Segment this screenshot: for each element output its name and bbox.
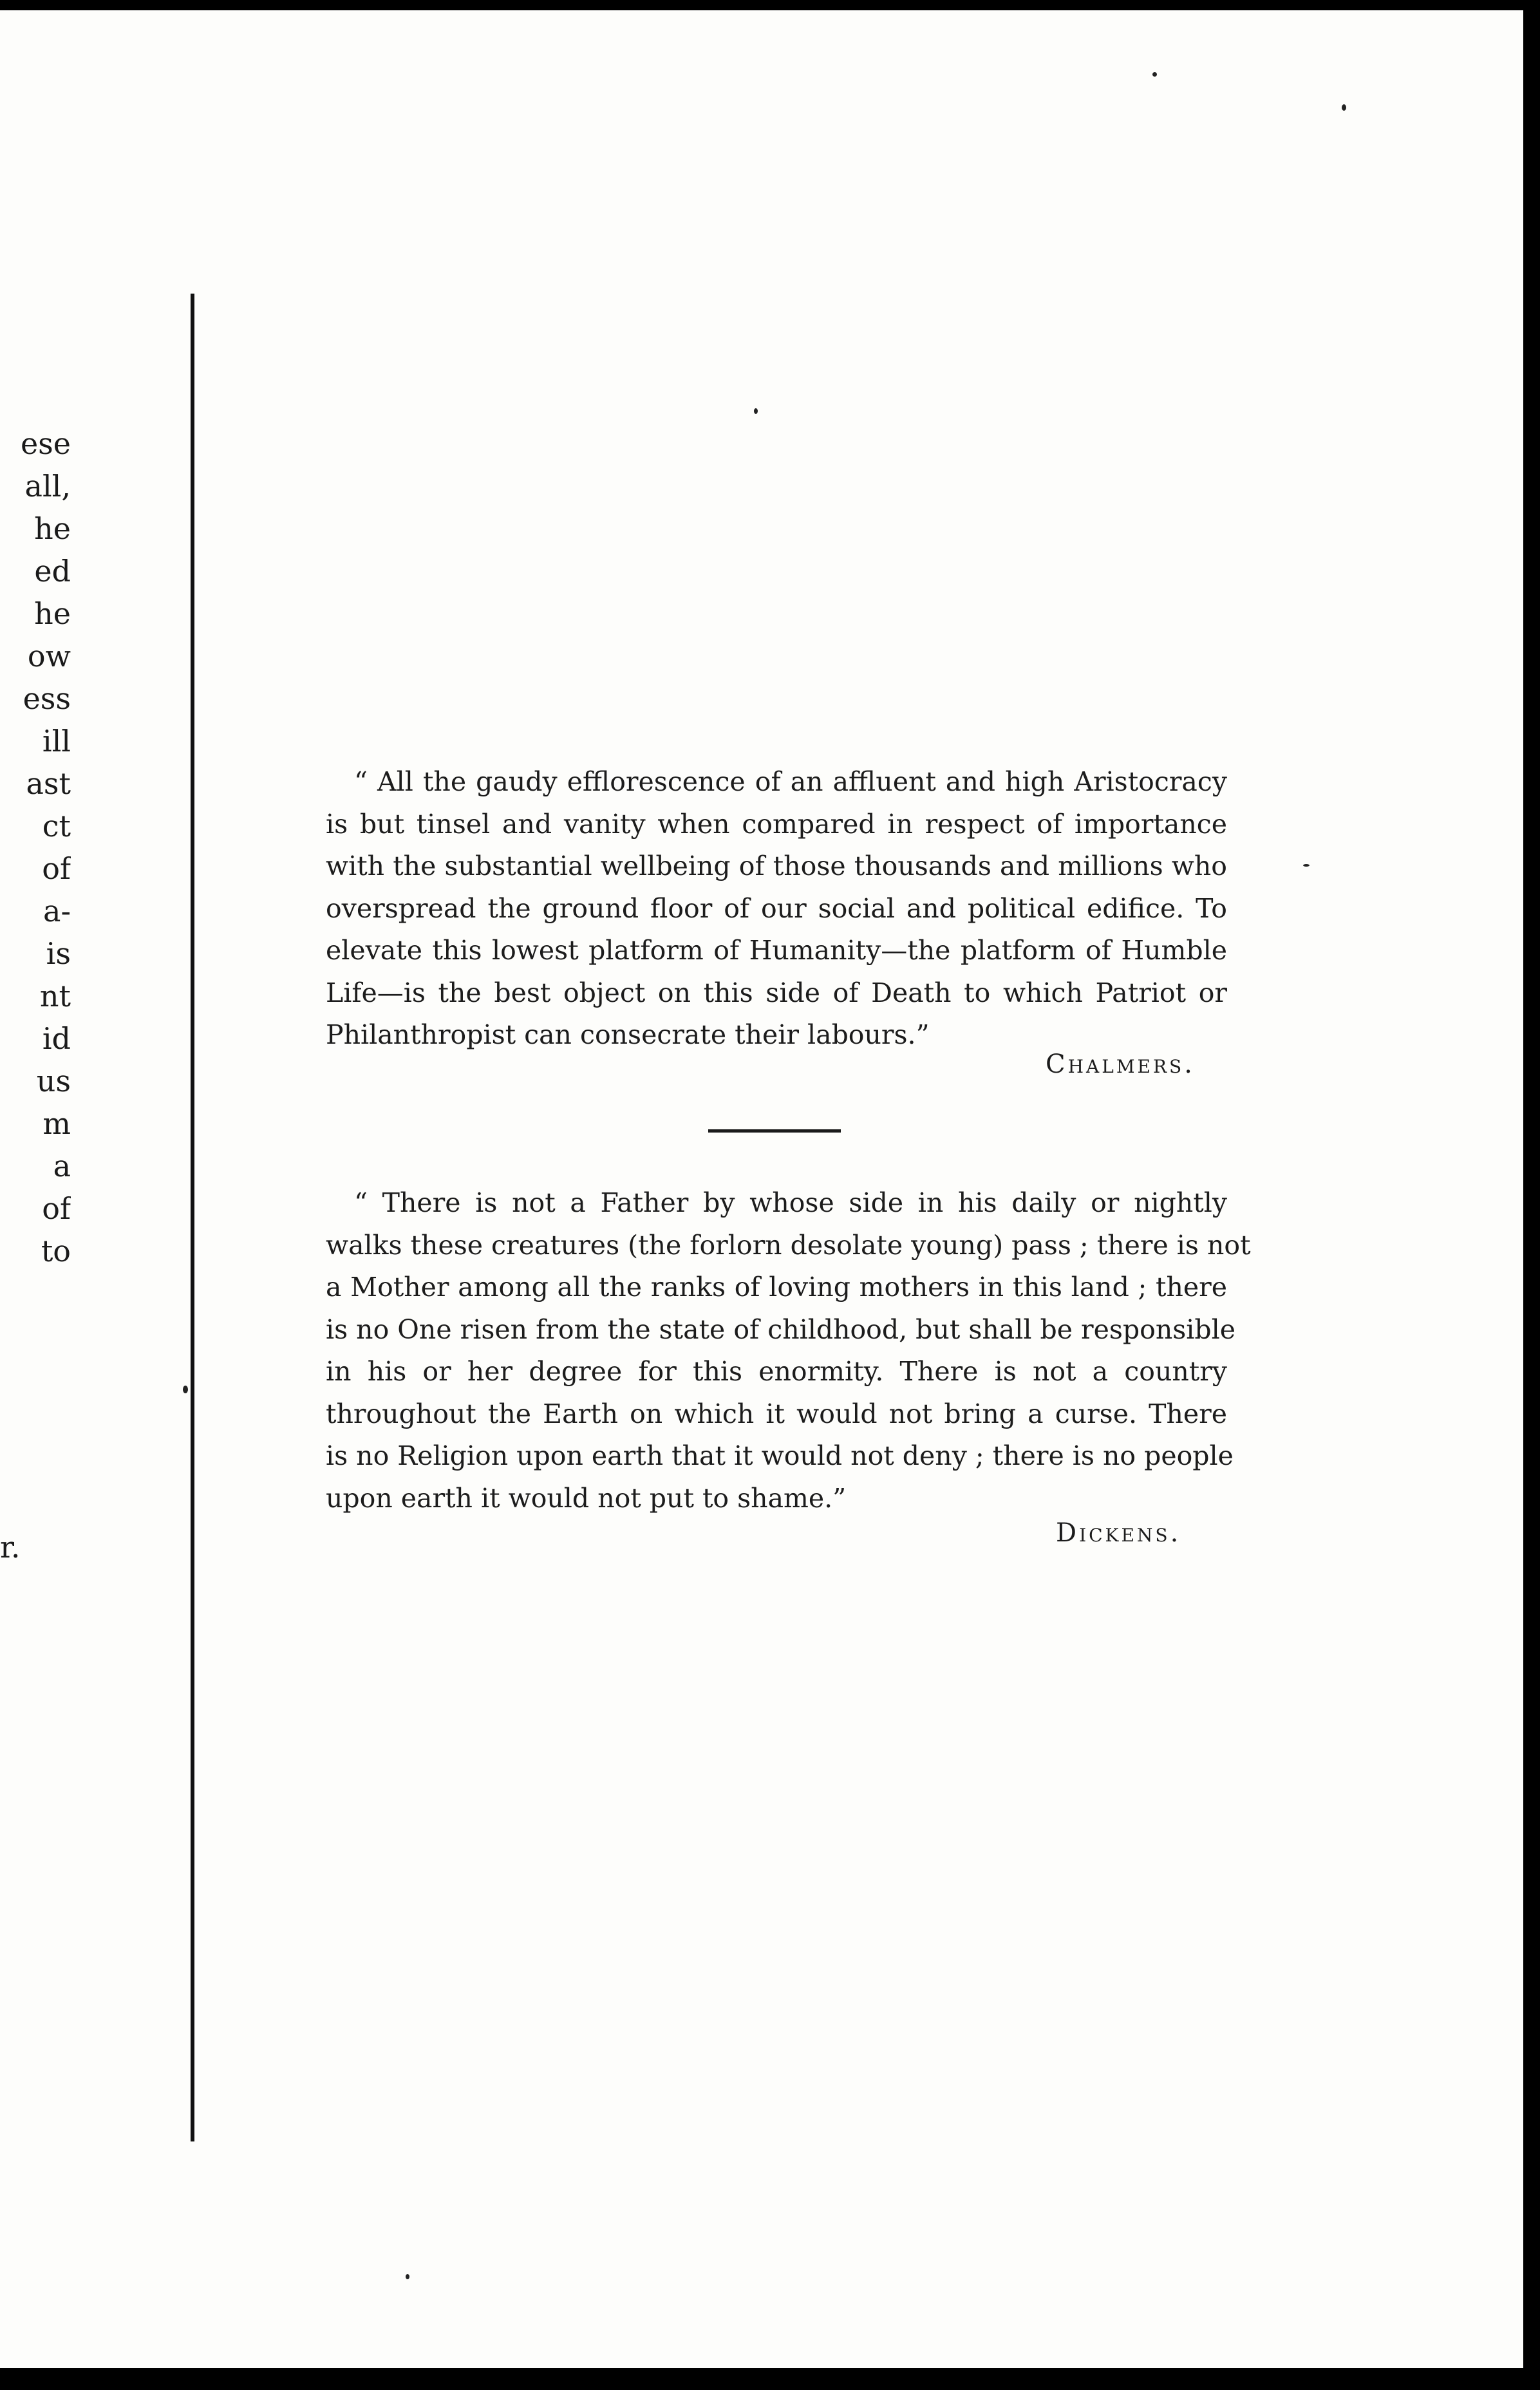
- chalmers-attribution: Chalmers.: [1046, 1049, 1195, 1079]
- margin-fragment: all,: [24, 469, 71, 503]
- margin-fragment: ess: [23, 681, 71, 716]
- margin-fragment: a-: [43, 894, 71, 928]
- margin-fragment: of: [42, 851, 71, 886]
- quote-line: with the substantial wellbeing of those thousands and millions who: [326, 851, 1227, 881]
- quote-line: overspread the ground floor of our social and political edifice. To: [326, 892, 1227, 924]
- paper-sheet: [0, 10, 1523, 2368]
- margin-fragment: a: [53, 1149, 71, 1183]
- margin-fragment: us: [36, 1064, 71, 1098]
- margin-fragment: ese: [20, 426, 71, 461]
- dickens-quote: [326, 1182, 1251, 1520]
- quote-line: “ All the gaudy efflorescence of an affluent and high Aristocracy: [354, 766, 1227, 797]
- facing-page-margin-text: [0, 422, 71, 1272]
- margin-fragment: is: [46, 936, 71, 971]
- print-speck: [183, 1386, 188, 1393]
- gutter-rule: [191, 294, 194, 2141]
- margin-fragment: nt: [39, 979, 71, 1013]
- quote-line: Life—is the best object on this side of Death to which Patriot or: [326, 977, 1227, 1008]
- margin-fragment: ow: [27, 639, 71, 673]
- margin-fragment: ast: [26, 766, 71, 801]
- quote-line: upon earth it would not put to shame.”: [326, 1482, 847, 1514]
- margin-fragment: m: [42, 1106, 71, 1141]
- margin-fragment: he: [34, 511, 71, 546]
- margin-fragment: ill: [42, 724, 71, 758]
- quote-line: Philanthropist can consecrate their labours.”: [326, 1019, 930, 1050]
- dickens-attribution: Dickens.: [1056, 1518, 1181, 1548]
- print-speck: [1303, 864, 1310, 867]
- quote-line: elevate this lowest platform of Humanity—the platform of Humble: [326, 935, 1227, 966]
- quote-line: walks these creatures (the forlorn desolate young) pass ; there is not: [326, 1229, 1251, 1261]
- margin-fragment: to: [41, 1234, 71, 1268]
- chalmers-quote: [326, 761, 1227, 1057]
- quote-line: “ There is not a Father by whose side in his daily or nightly: [354, 1187, 1227, 1218]
- print-speck: [1342, 104, 1346, 111]
- margin-fragment: he: [34, 596, 71, 631]
- section-divider: [708, 1129, 841, 1133]
- margin-fragment: ct: [42, 809, 71, 843]
- quote-line: is but tinsel and vanity when compared in respect of importance: [326, 808, 1227, 840]
- margin-fragment: of: [42, 1191, 71, 1226]
- margin-fragment: ed: [34, 554, 71, 588]
- quote-line: is no One risen from the state of childhood, but shall be responsible: [326, 1313, 1236, 1345]
- print-speck: [406, 2274, 409, 2279]
- quote-line: is no Religion upon earth that it would not deny ; there is no people: [326, 1440, 1234, 1471]
- print-speck: [1152, 72, 1157, 77]
- margin-signature-fragment: r.: [0, 1530, 21, 1565]
- quote-line: a Mother among all the ranks of loving mothers in this land ; there: [326, 1272, 1227, 1303]
- margin-fragment: id: [42, 1021, 71, 1056]
- print-speck: [754, 408, 758, 414]
- quote-line: throughout the Earth on which it would not bring a curse. There: [326, 1398, 1227, 1429]
- quote-line: in his or her degree for this enormity. There is not a country: [326, 1356, 1227, 1387]
